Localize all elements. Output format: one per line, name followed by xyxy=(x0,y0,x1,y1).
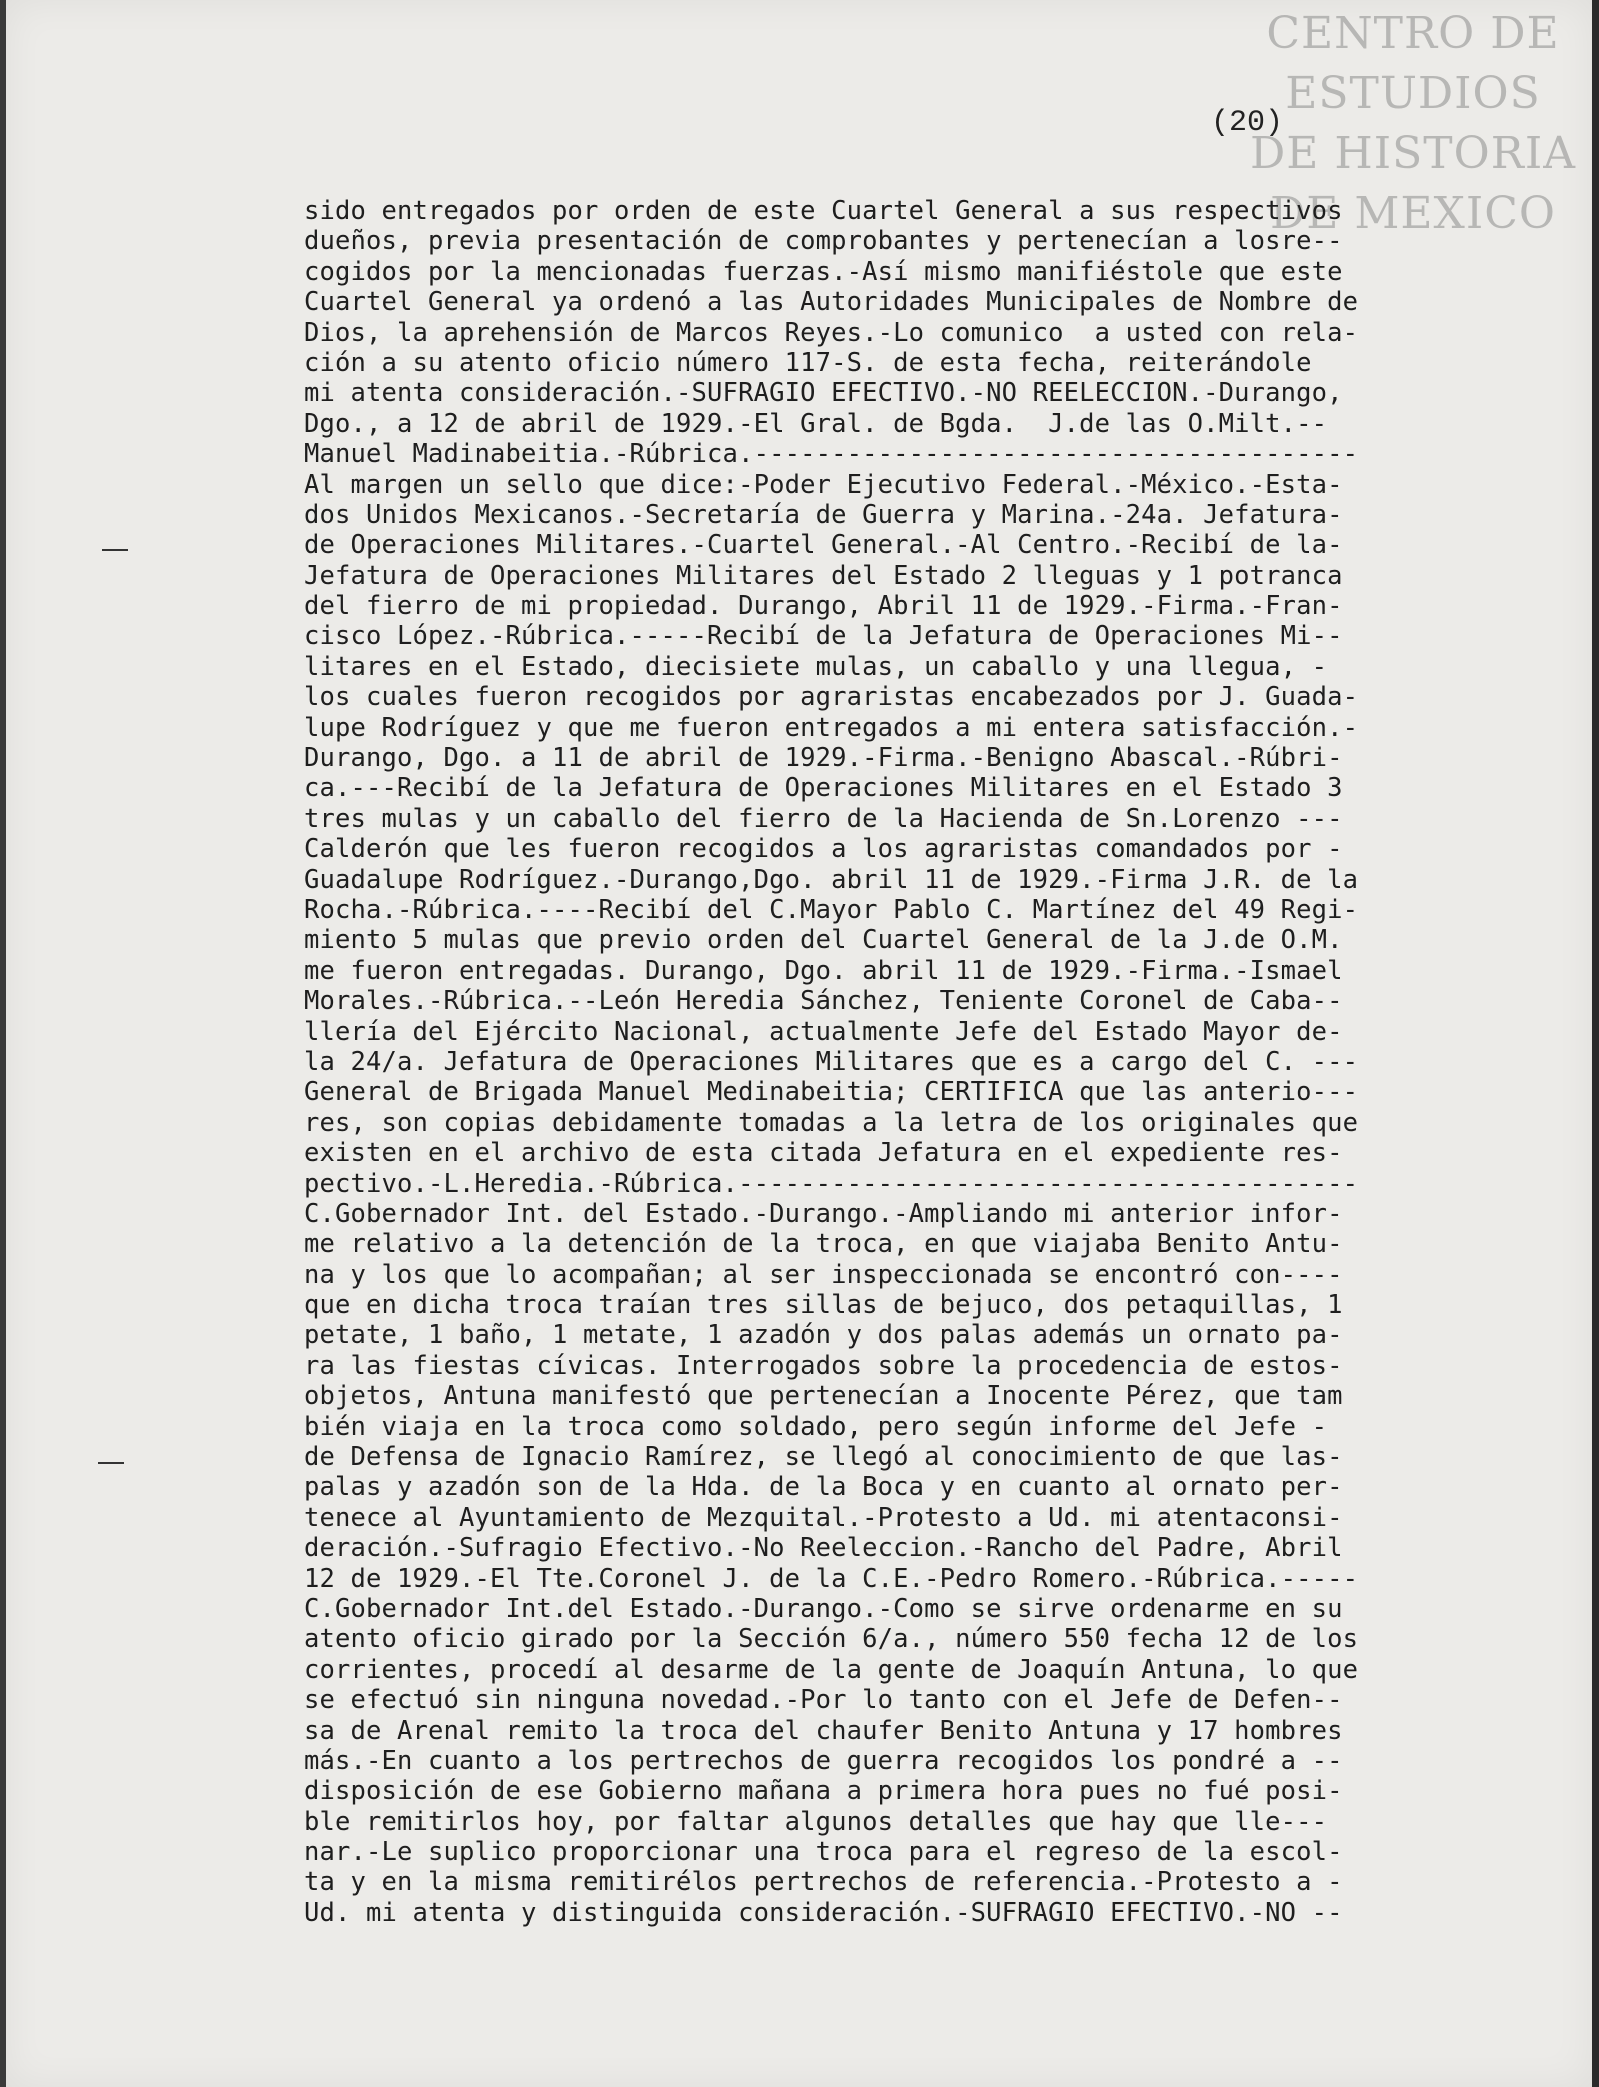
margin-mark xyxy=(102,549,128,551)
text-line: ta y en la misma remitirélos pertrechos de referencia.-Protesto a - xyxy=(304,1867,1343,1898)
text-line: ción a su atento oficio número 117-S. de esta fecha, reiterándole xyxy=(304,347,1312,378)
text-line: cisco López.-Rúbrica.-----Recibí de la Jefatura de Operaciones Mi-- xyxy=(304,621,1343,652)
text-line: del fierro de mi propiedad. Durango, Abril 11 de 1929.-Firma.-Fran- xyxy=(304,591,1343,622)
text-line: miento 5 mulas que previo orden del Cuartel General de la J.de O.M. xyxy=(304,925,1343,956)
text-line: atento oficio girado por la Sección 6/a., número 550 fecha 12 de los xyxy=(304,1624,1359,1655)
text-line: Dgo., a 12 de abril de 1929.-El Gral. de Bgda. J.de las O.Milt.-- xyxy=(304,408,1328,439)
text-line: petate, 1 baño, 1 metate, 1 azadón y dos palas además un ornato pa- xyxy=(304,1320,1343,1351)
text-line: General de Brigada Manuel Medinabeitia; CERTIFICA que las anterio--- xyxy=(304,1077,1359,1108)
text-line: existen en el archivo de esta citada Jefatura en el expediente res- xyxy=(304,1138,1343,1169)
text-line: C.Gobernador Int.del Estado.-Durango.-Como se sirve ordenarme en su xyxy=(304,1593,1343,1624)
text-line: nar.-Le suplico proporcionar una troca para el regreso de la escol- xyxy=(304,1837,1343,1868)
text-line: Rocha.-Rúbrica.----Recibí del C.Mayor Pablo C. Martínez del 49 Regi- xyxy=(304,894,1359,925)
text-line: Ud. mi atenta y distinguida consideración.-SUFRAGIO EFECTIVO.-NO -- xyxy=(304,1897,1343,1928)
text-line: litares en el Estado, diecisiete mulas, un caballo y una llegua, - xyxy=(304,651,1328,682)
page-number: (20) xyxy=(1211,106,1284,140)
text-line: 12 de 1929.-El Tte.Coronel J. de la C.E.-Pedro Romero.-Rúbrica.----- xyxy=(304,1563,1359,1594)
text-line: C.Gobernador Int. del Estado.-Durango.-Ampliando mi anterior infor- xyxy=(304,1198,1343,1229)
text-line: Durango, Dgo. a 11 de abril de 1929.-Firma.-Benigno Abascal.-Rúbri- xyxy=(304,743,1343,774)
text-line: se efectuó sin ninguna novedad.-Por lo tanto con el Jefe de Defen-- xyxy=(304,1685,1343,1716)
text-line: que en dicha troca traían tres sillas de bejuco, dos petaquillas, 1 xyxy=(304,1290,1343,1321)
text-line: cogidos por la mencionadas fuerzas.-Así mismo manifiéstole que este xyxy=(304,256,1343,287)
typed-text-body xyxy=(304,196,1592,1928)
text-line: mi atenta consideración.-SUFRAGIO EFECTIVO.-NO REELECCION.-Durango, xyxy=(304,378,1343,409)
text-line: de Operaciones Militares.-Cuartel General.-Al Centro.-Recibí de la- xyxy=(304,530,1343,561)
text-line: Calderón que les fueron recogidos a los agraristas comandados por - xyxy=(304,834,1343,865)
text-line: Jefatura de Operaciones Militares del Estado 2 lleguas y 1 potranca xyxy=(304,560,1343,591)
text-line: Cuartel General ya ordenó a las Autoridades Municipales de Nombre de xyxy=(304,287,1359,318)
text-line: los cuales fueron recogidos por agraristas encabezados por J. Guada- xyxy=(304,682,1359,713)
text-line: sido entregados por orden de este Cuartel General a sus respectivos xyxy=(304,196,1343,226)
text-line: na y los que lo acompañan; al ser inspeccionada se encontró con---- xyxy=(304,1259,1343,1290)
text-line: Dios, la aprehensión de Marcos Reyes.-Lo comunico a usted con rela- xyxy=(304,317,1359,348)
text-line: ra las fiestas cívicas. Interrogados sobre la procedencia de estos- xyxy=(304,1350,1343,1381)
text-line: ca.---Recibí de la Jefatura de Operaciones Militares en el Estado 3 xyxy=(304,773,1343,804)
text-line: tres mulas y un caballo del fierro de la Hacienda de Sn.Lorenzo --- xyxy=(304,803,1343,834)
text-line: dos Unidos Mexicanos.-Secretaría de Guerra y Marina.-24a. Jefatura- xyxy=(304,499,1343,530)
text-line: deración.-Sufragio Efectivo.-No Reeleccion.-Rancho del Padre, Abril xyxy=(304,1533,1343,1564)
text-line: pectivo.-L.Heredia.-Rúbrica.---------------------------------------- xyxy=(304,1168,1359,1199)
text-line: disposición de ese Gobierno mañana a primera hora pues no fué posi- xyxy=(304,1776,1343,1807)
text-line: me fueron entregadas. Durango, Dgo. abril 11 de 1929.-Firma.-Ismael xyxy=(304,955,1343,986)
text-line: Guadalupe Rodríguez.-Durango,Dgo. abril 11 de 1929.-Firma J.R. de la xyxy=(304,864,1359,895)
watermark-line: ESTUDIOS xyxy=(1285,68,1541,119)
text-line: sa de Arenal remito la troca del chaufer Benito Antuna y 17 hombres xyxy=(304,1715,1343,1746)
text-line: más.-En cuanto a los pertrechos de guerra recogidos los pondré a -- xyxy=(304,1745,1343,1776)
text-line: Al margen un sello que dice:-Poder Ejecutivo Federal.-México.-Esta- xyxy=(304,469,1343,500)
text-line: corrientes, procedí al desarme de la gente de Joaquín Antuna, lo que xyxy=(304,1654,1359,1685)
document-page xyxy=(6,0,1592,2087)
text-line: la 24/a. Jefatura de Operaciones Militares que es a cargo del C. --- xyxy=(304,1046,1359,1077)
text-line: objetos, Antuna manifestó que pertenecían a Inocente Pérez, que tam xyxy=(304,1381,1343,1412)
text-line: Morales.-Rúbrica.--León Heredia Sánchez, Teniente Coronel de Caba-- xyxy=(304,986,1343,1017)
text-line: res, son copias debidamente tomadas a la letra de los originales que xyxy=(304,1107,1359,1138)
watermark-line: DE MEXICO xyxy=(1270,188,1556,239)
margin-mark xyxy=(98,1462,124,1464)
text-line: palas y azadón son de la Hda. de la Boca y en cuanto al ornato per- xyxy=(304,1472,1343,1503)
text-line: llería del Ejército Nacional, actualmente Jefe del Estado Mayor de- xyxy=(304,1016,1343,1047)
watermark-line: CENTRO DE xyxy=(1266,8,1560,59)
text-line: ble remitirlos hoy, por faltar algunos detalles que hay que lle--- xyxy=(304,1806,1328,1837)
watermark-line: DE HISTORIA xyxy=(1250,128,1576,179)
text-line: me relativo a la detención de la troca, en que viajaba Benito Antu- xyxy=(304,1229,1343,1260)
text-line: lupe Rodríguez y que me fueron entregados a mi entera satisfacción.- xyxy=(304,712,1359,743)
text-line: dueños, previa presentación de comprobantes y pertenecían a losre-- xyxy=(304,226,1343,257)
text-line: Manuel Madinabeitia.-Rúbrica.--------------------------------------- xyxy=(304,439,1359,470)
text-line: de Defensa de Ignacio Ramírez, se llegó al conocimiento de que las- xyxy=(304,1442,1343,1473)
text-line: bién viaja en la troca como soldado, pero según informe del Jefe - xyxy=(304,1411,1328,1442)
text-line: tenece al Ayuntamiento de Mezquital.-Protesto a Ud. mi atentaconsi- xyxy=(304,1502,1343,1533)
